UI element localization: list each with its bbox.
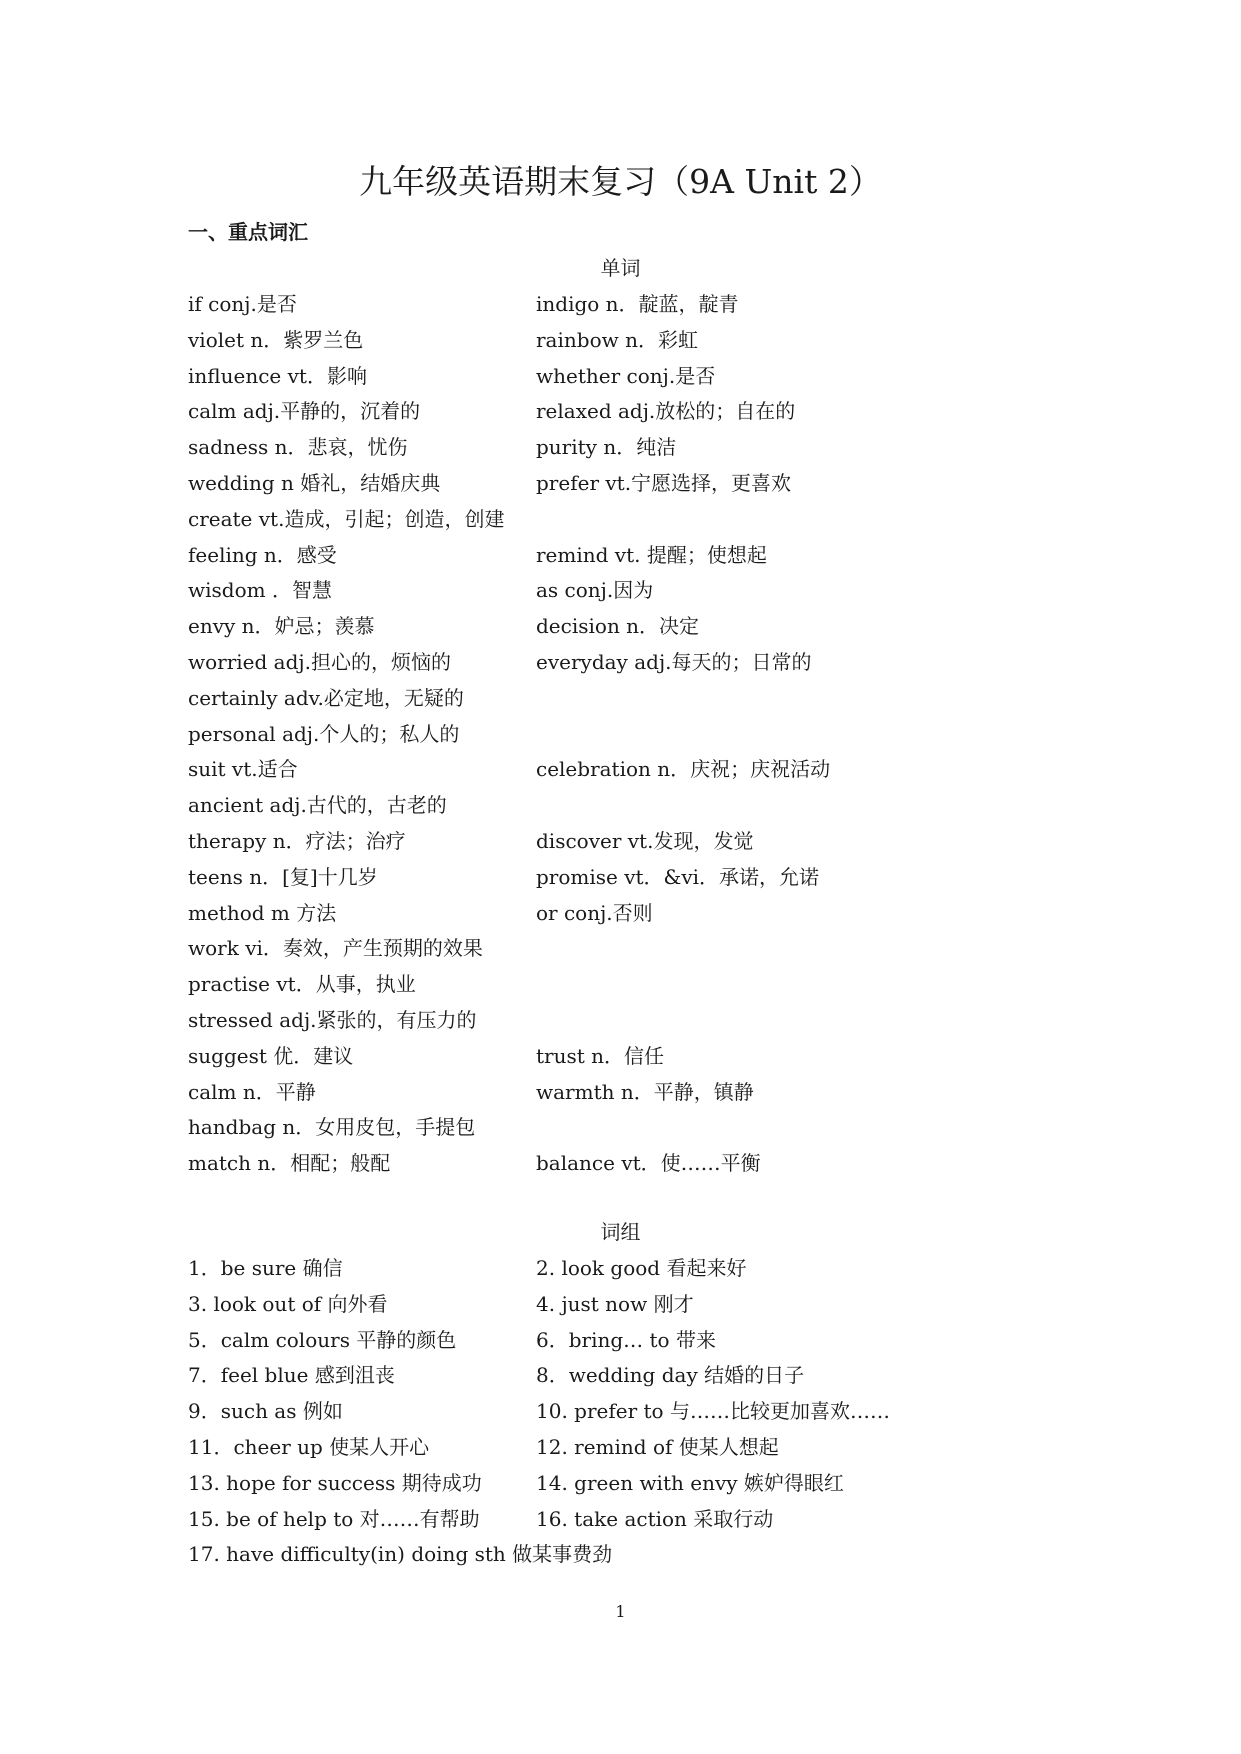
vocab-row: [188, 397, 1088, 433]
vocab-row-left: practise vt．从事，执业: [188, 972, 416, 997]
vocab-row: [188, 362, 1088, 398]
phrase-row-left: 11．cheer up 使某人开心: [188, 1434, 430, 1459]
vocab-row-right: celebration n．庆祝；庆祝活动: [536, 757, 831, 782]
vocab-row-right: trust n．信任: [536, 1043, 665, 1068]
words-subheading: 单词: [600, 256, 641, 280]
vocab-row: [188, 290, 1088, 326]
phrase-row-right: 14. green with envy 嫉妒得眼红: [536, 1470, 844, 1495]
vocab-row-left: match n．相配；般配: [188, 1151, 391, 1176]
vocab-row-left: certainly adv.必定地，无疑的: [188, 685, 464, 710]
vocab-row: [188, 970, 1088, 1006]
phrase-row: [188, 1326, 1088, 1362]
vocab-row: [188, 1078, 1088, 1114]
page-number: 1: [615, 1602, 626, 1621]
phrase-row-right: 4. just now 刚才: [536, 1291, 694, 1316]
vocab-row-left: wisdom ．智慧: [188, 578, 332, 603]
phrase-row: [188, 1433, 1088, 1469]
vocab-row: [188, 755, 1088, 791]
vocab-row-left: ancient adj.古代的，古老的: [188, 793, 447, 818]
phrase-row-right: 6．bring… to 带来: [536, 1327, 716, 1352]
phrase-row-right: 16. take action 采取行动: [536, 1506, 774, 1531]
vocab-row-left: create vt.造成，引起；创造，创建: [188, 506, 505, 531]
vocab-row: [188, 791, 1088, 827]
vocab-row-left: personal adj.个人的；私人的: [188, 721, 460, 746]
vocab-row-left: worried adj.担心的，烦恼的: [188, 649, 451, 674]
vocab-row: [188, 899, 1088, 935]
vocab-row-right: rainbow n．彩虹: [536, 327, 698, 352]
phrase-row-left: 13. hope for success 期待成功: [188, 1470, 482, 1495]
vocab-row-right: purity n．纯洁: [536, 435, 677, 460]
phrase-row-right: 2. look good 看起来好: [536, 1256, 747, 1280]
phrase-row-left: 3. look out of 向外看: [188, 1291, 388, 1316]
vocab-row-right: warmth n．平静，镇静: [536, 1079, 754, 1104]
vocab-row-left: calm adj.平静的，沉着的: [188, 399, 421, 424]
vocab-row-right: or conj.否则: [536, 900, 653, 925]
phrase-list: [188, 1254, 1088, 1576]
vocab-row-left: sadness n．悲哀，忧伤: [188, 435, 408, 460]
phrase-row: [188, 1397, 1088, 1433]
vocab-row: [188, 612, 1088, 648]
vocab-row-right: relaxed adj.放松的；自在的: [536, 399, 796, 424]
vocab-row-left: suggest 优．建议: [188, 1043, 354, 1068]
vocabulary-list: [188, 290, 1088, 1185]
vocab-row: [188, 684, 1088, 720]
vocab-row: [188, 505, 1088, 541]
vocab-row: [188, 1006, 1088, 1042]
vocab-row: [188, 1042, 1088, 1078]
phrase-row-left: 15. be of help to 对……有帮助: [188, 1506, 480, 1531]
phrase-row-right: 12. remind of 使某人想起: [536, 1434, 779, 1459]
vocab-row-left: method m 方法: [188, 900, 337, 925]
vocab-row-right: indigo n．靛蓝，靛青: [536, 292, 739, 316]
vocab-row: [188, 433, 1088, 469]
vocab-row-left: if conj.是否: [188, 292, 297, 316]
vocab-row: [188, 648, 1088, 684]
vocab-row: [188, 827, 1088, 863]
phrases-subheading: 词组: [600, 1220, 641, 1244]
vocab-row-left: wedding n 婚礼，结婚庆典: [188, 470, 441, 495]
phrase-row: [188, 1540, 1088, 1576]
vocab-row-left: suit vt.适合: [188, 757, 298, 782]
vocab-row-right: prefer vt.宁愿选择，更喜欢: [536, 470, 792, 495]
vocab-row: [188, 1149, 1088, 1185]
phrase-row-left: 1．be sure 确信: [188, 1256, 343, 1280]
vocab-row-left: feeling n．感受: [188, 542, 337, 567]
vocab-row-right: everyday adj.每天的；日常的: [536, 649, 812, 674]
vocab-row-right: as conj.因为: [536, 578, 654, 603]
vocab-row-left: therapy n．疗法；治疗: [188, 828, 406, 853]
vocab-row-left: influence vt．影响: [188, 363, 367, 388]
vocab-row: [188, 720, 1088, 756]
phrase-row: [188, 1505, 1088, 1541]
section-heading: 一、重点词汇: [188, 220, 308, 244]
vocab-row-right: decision n．决定: [536, 614, 700, 639]
vocab-row: [188, 326, 1088, 362]
vocab-row-right: discover vt.发现，发觉: [536, 828, 754, 853]
vocab-row: [188, 469, 1088, 505]
vocab-row-right: remind vt. 提醒；使想起: [536, 542, 767, 567]
vocab-row-right: balance vt．使……平衡: [536, 1151, 761, 1176]
vocab-row: [188, 541, 1088, 577]
vocab-row-right: whether conj.是否: [536, 363, 716, 388]
vocab-row-left: stressed adj.紧张的，有压力的: [188, 1007, 477, 1032]
phrase-row: [188, 1469, 1088, 1505]
vocab-row: [188, 576, 1088, 612]
phrase-row-left: 17. have difficulty(in) doing sth 做某事费劲: [188, 1542, 613, 1567]
document-title: 九年级英语期末复习（9A Unit 2）: [359, 162, 882, 201]
vocab-row: [188, 863, 1088, 899]
vocab-row-left: work vi．奏效，产生预期的效果: [188, 936, 483, 961]
vocab-row-left: teens n．[复]十几岁: [188, 864, 378, 889]
vocab-row-left: envy n．妒忌；羡慕: [188, 614, 375, 639]
phrase-row: [188, 1290, 1088, 1326]
vocab-row-right: promise vt．&vi．承诺，允诺: [536, 864, 820, 889]
phrase-row-left: 9．such as 例如: [188, 1399, 343, 1424]
vocab-row: [188, 1113, 1088, 1149]
phrase-row: [188, 1254, 1088, 1290]
phrase-row-right: 8．wedding day 结婚的日子: [536, 1363, 805, 1388]
vocab-row-left: calm n．平静: [188, 1079, 316, 1104]
vocab-row-left: handbag n．女用皮包，手提包: [188, 1115, 476, 1140]
phrase-row-right: 10. prefer to 与……比较更加喜欢……: [536, 1399, 890, 1424]
phrase-row-left: 7．feel blue 感到沮丧: [188, 1363, 395, 1388]
vocab-row: [188, 934, 1088, 970]
vocab-row-left: violet n．紫罗兰色: [188, 327, 364, 352]
phrase-row: [188, 1361, 1088, 1397]
phrase-row-left: 5．calm colours 平静的颜色: [188, 1327, 457, 1352]
